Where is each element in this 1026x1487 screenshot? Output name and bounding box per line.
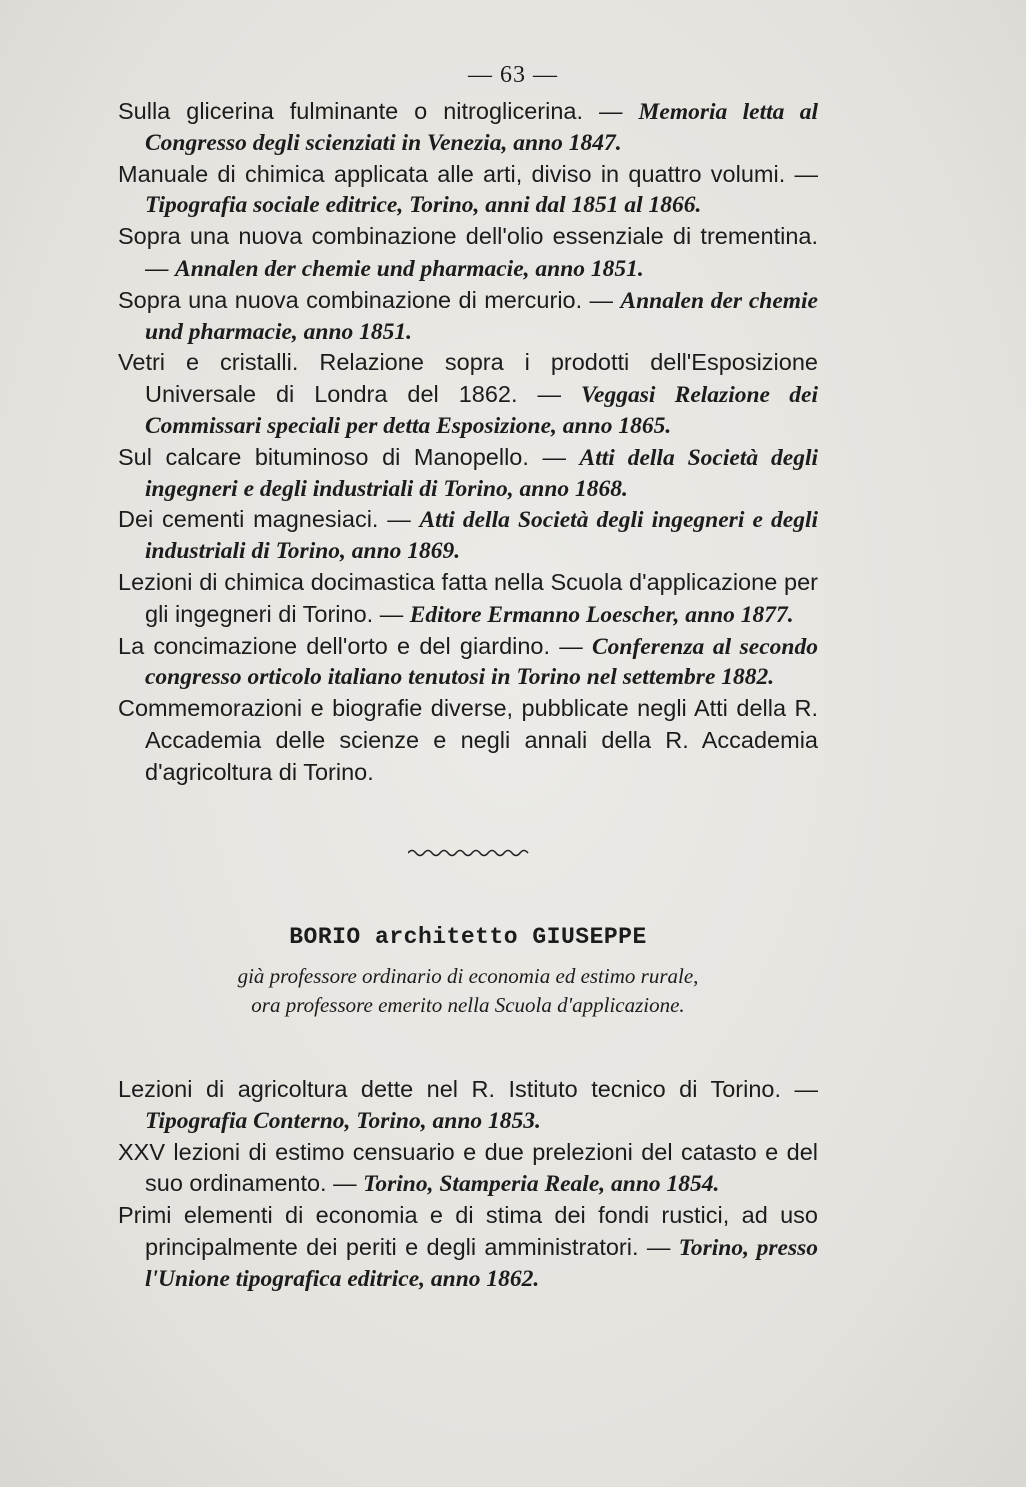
wavy-divider-ornament: [408, 846, 532, 860]
entry-publication: Annalen der chemie und pharmacie, anno 1851.: [145, 287, 818, 345]
entry-publication: Atti della Società degli ingegneri e degli industriali di Torino, anno 1869.: [145, 507, 818, 565]
entry-publication: Tipografia Conterno, Torino, anno 1853.: [145, 1107, 541, 1134]
entry-title: Sul calcare bituminoso di Manopello. —: [118, 443, 580, 470]
bibliography-entry: [118, 442, 818, 505]
entry-title: Primi elementi di economia e di stima dei fondi rustici, ad uso principalmente dei periti e degli amministratori. —: [118, 1202, 818, 1260]
bibliography-entry: [118, 221, 818, 285]
bibliography-entry: [118, 285, 818, 348]
bibliography-entry: [118, 96, 818, 159]
entry-title: Sopra una nuova combinazione di mercurio. —: [118, 286, 621, 313]
entry-title: La concimazione dell'orto e del giardino. —: [118, 632, 592, 659]
entry-title: Vetri e cristalli. Relazione sopra i prodotti dell'Esposizione Universale di Londra del 1862. —: [118, 349, 818, 408]
bibliography-entry: [118, 1074, 818, 1137]
entry-publication: Torino, presso l'Unione tipografica editrice, anno 1862.: [145, 1234, 818, 1292]
bibliography-entry: [118, 567, 818, 631]
bibliography-entry: [118, 1137, 818, 1201]
bibliography-list-second: [118, 1074, 818, 1295]
entry-title: Lezioni di chimica docimastica fatta nella Scuola d'applicazione per gli ingegneri di Torino. —: [118, 568, 818, 627]
entry-publication: Tipografia sociale editrice, Torino, anni dal 1851 al 1866.: [145, 192, 702, 219]
entry-title: Commemorazioni e biografie diverse, pubblicate negli Atti della R. Accademia delle scienze e negli annali della R. Accademia d'agricoltura di Torino.: [118, 695, 818, 785]
bibliography-entry: [118, 159, 818, 222]
entry-publication: Conferenza al secondo congresso orticolo italiano tenutosi in Torino nel settembre 1882.: [145, 633, 818, 691]
entry-publication: Torino, Stamperia Reale, anno 1854.: [363, 1171, 720, 1198]
entry-title: Sulla glicerina fulminante o nitroglicerina. —: [118, 98, 639, 124]
entry-publication: Atti della Società degli ingegneri e degli industriali di Torino, anno 1868.: [145, 444, 818, 502]
page-number: — 63 —: [468, 62, 558, 88]
entry-publication: Editore Ermanno Loescher, anno 1877.: [409, 601, 794, 628]
author-heading-block: [118, 924, 818, 1020]
bibliography-entry: [118, 347, 818, 441]
entry-title: Lezioni di agricoltura dette nel R. Istituto tecnico di Torino. —: [118, 1076, 818, 1102]
bibliography-entry: [118, 693, 818, 788]
entry-publication: Veggasi Relazione dei Commissari speciali per detta Esposizione, anno 1865.: [145, 382, 818, 439]
bibliography-entry: [118, 631, 818, 694]
entry-title: Dei cementi magnesiaci. —: [118, 506, 420, 533]
bibliography-list-first: [118, 96, 818, 789]
entry-publication: Memoria letta al Congresso degli scienziati in Venezia, anno 1847.: [145, 99, 819, 156]
bibliography-entry: [118, 1200, 818, 1294]
entry-title: Manuale di chimica applicata alle arti, diviso in quattro volumi. —: [118, 160, 818, 187]
bibliography-entry: [118, 504, 818, 567]
entry-publication: Annalen der chemie und pharmacie, anno 1851.: [175, 255, 644, 282]
author-role-line: già professore ordinario di economia ed estimo rurale,: [237, 964, 699, 988]
author-name: BORIO architetto GIUSEPPE: [289, 924, 647, 950]
entry-title: Sopra una nuova combinazione dell'olio essenziale di trementina. —: [118, 223, 818, 281]
author-role-line: ora professore emerito nella Scuola d'applicazione.: [251, 993, 685, 1017]
entry-title: XXV lezioni di estimo censuario e due prelezioni del catasto e del suo ordinamento. —: [118, 1138, 818, 1197]
